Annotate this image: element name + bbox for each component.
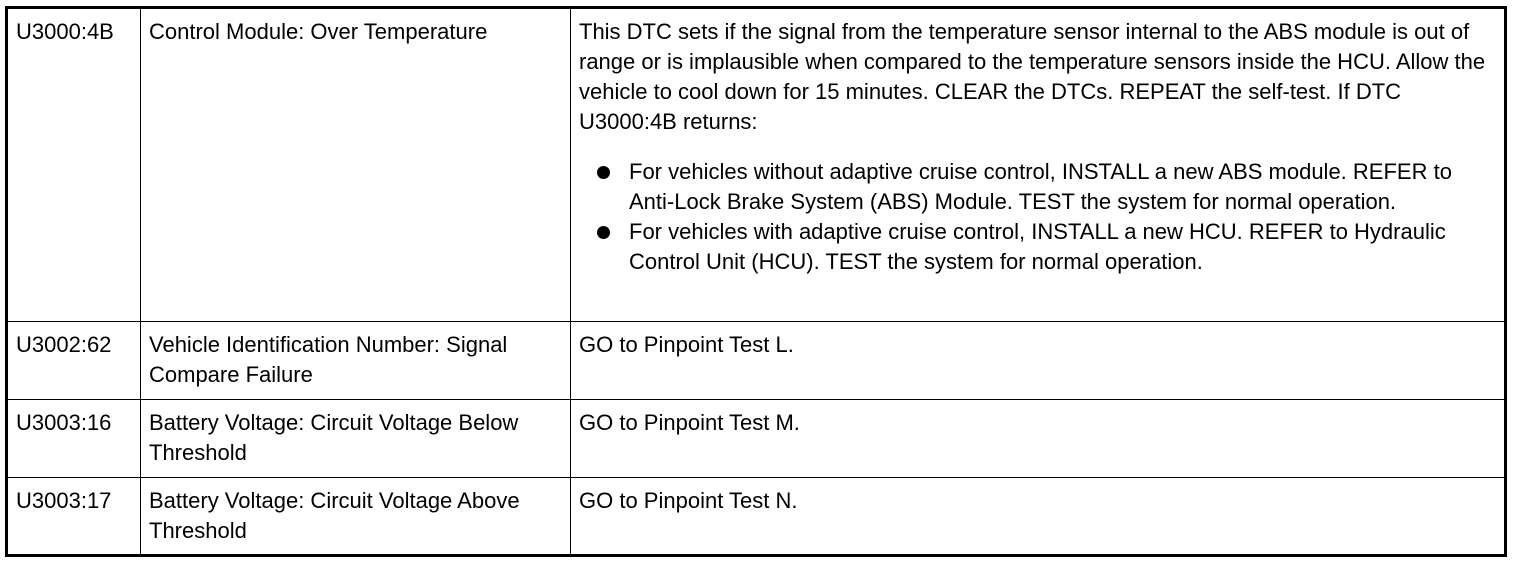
table-row: [7, 400, 1506, 478]
dtc-description-cell: Vehicle Identification Number: Signal Compare Failure: [141, 322, 571, 400]
dtc-code-cell: U3002:62: [7, 322, 141, 400]
dtc-description-cell: Battery Voltage: Circuit Voltage Above Threshold: [141, 478, 571, 556]
bullet-text: For vehicles without adaptive cruise control, INSTALL a new ABS module. REFER to Anti-Lock Brake System (ABS) Module. TEST the system for normal operation.: [629, 159, 1452, 214]
list-item: [579, 157, 1496, 217]
dtc-action-cell: GO to Pinpoint Test L.: [571, 322, 1506, 400]
bullet-text: For vehicles with adaptive cruise control, INSTALL a new HCU. REFER to Hydraulic Control Unit (HCU). TEST the system for normal operation.: [629, 219, 1446, 274]
dtc-action-cell: [571, 8, 1506, 322]
table-row: [7, 478, 1506, 556]
bullet-icon: [597, 166, 610, 179]
dtc-description-cell: Control Module: Over Temperature: [141, 8, 571, 322]
bullet-icon: [597, 226, 610, 239]
dtc-description-cell: Battery Voltage: Circuit Voltage Below Threshold: [141, 400, 571, 478]
dtc-table: [5, 6, 1507, 557]
action-bullet-list: [579, 157, 1496, 277]
list-item: [579, 217, 1496, 277]
table-row: [7, 8, 1506, 322]
dtc-code-cell: U3000:4B: [7, 8, 141, 322]
table-row: [7, 322, 1506, 400]
dtc-action-cell: GO to Pinpoint Test N.: [571, 478, 1506, 556]
dtc-action-cell: GO to Pinpoint Test M.: [571, 400, 1506, 478]
dtc-code-cell: U3003:17: [7, 478, 141, 556]
dtc-code-cell: U3003:16: [7, 400, 141, 478]
action-paragraph: This DTC sets if the signal from the temperature sensor internal to the ABS module is out of range or is implausible when compared to the temperature sensors inside the HCU. Allow the vehicle to cool down for 15 minutes. CLEAR the DTCs. REPEAT the self-test. If DTC U3000:4B returns:: [579, 19, 1486, 134]
